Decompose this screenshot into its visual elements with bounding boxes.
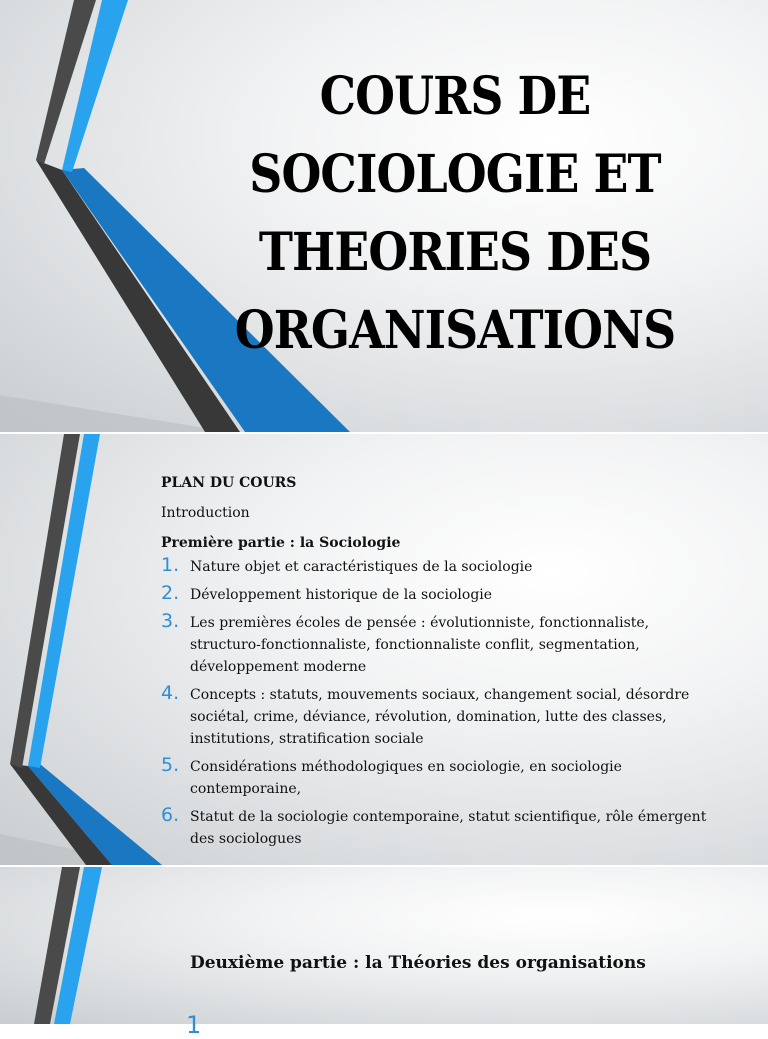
- part-two-slide: [0, 867, 768, 1039]
- list-text: Concepts : statuts, mouvements sociaux, changement social, désordre sociétal, crime, déviance, révolution, domination, lutte des classes, institutions, stratification sociale: [190, 687, 690, 747]
- list-number: 5.: [161, 754, 180, 776]
- list-number: 1.: [161, 554, 180, 576]
- list-item: [161, 554, 721, 578]
- list-item: [161, 582, 721, 606]
- list-item: [161, 754, 721, 800]
- part-one-list: [161, 554, 721, 850]
- list-number: 6.: [161, 804, 180, 826]
- title-slide: [0, 0, 768, 432]
- part-one-title: Première partie : la Sociologie: [161, 535, 401, 551]
- plan-heading: PLAN DU COURS: [161, 475, 297, 491]
- list-text: Considérations méthodologiques en sociologie, en sociologie contemporaine,: [190, 759, 622, 797]
- list-number: 1: [186, 1011, 202, 1039]
- list-text: Développement historique de la sociologie: [190, 587, 493, 603]
- list-text: Statut de la sociologie contemporaine, statut scientifique, rôle émergent des sociologues: [190, 809, 707, 847]
- decorative-stripes: [0, 867, 768, 1024]
- list-number: 4.: [161, 682, 180, 704]
- list-item: [161, 682, 721, 750]
- course-plan: [161, 474, 721, 858]
- list-item: [161, 610, 721, 678]
- part-two-title: Deuxième partie : la Théories des organisations: [190, 953, 646, 973]
- plan-slide: [0, 434, 768, 865]
- list-number: 3.: [161, 610, 180, 632]
- list-text: Les premières écoles de pensée : évolutionniste, fonctionnaliste, structuro-fonctionnaliste, fonctionnaliste conflit, segmentation, développement moderne: [190, 615, 650, 675]
- plan-intro: Introduction: [161, 505, 250, 521]
- list-text: Nature objet et caractéristiques de la sociologie: [190, 559, 533, 575]
- list-number: 2.: [161, 582, 180, 604]
- list-item: [161, 804, 721, 850]
- slide-title: COURS DE SOCIOLOGIE ET THEORIES DES ORGANISATIONS: [234, 66, 676, 361]
